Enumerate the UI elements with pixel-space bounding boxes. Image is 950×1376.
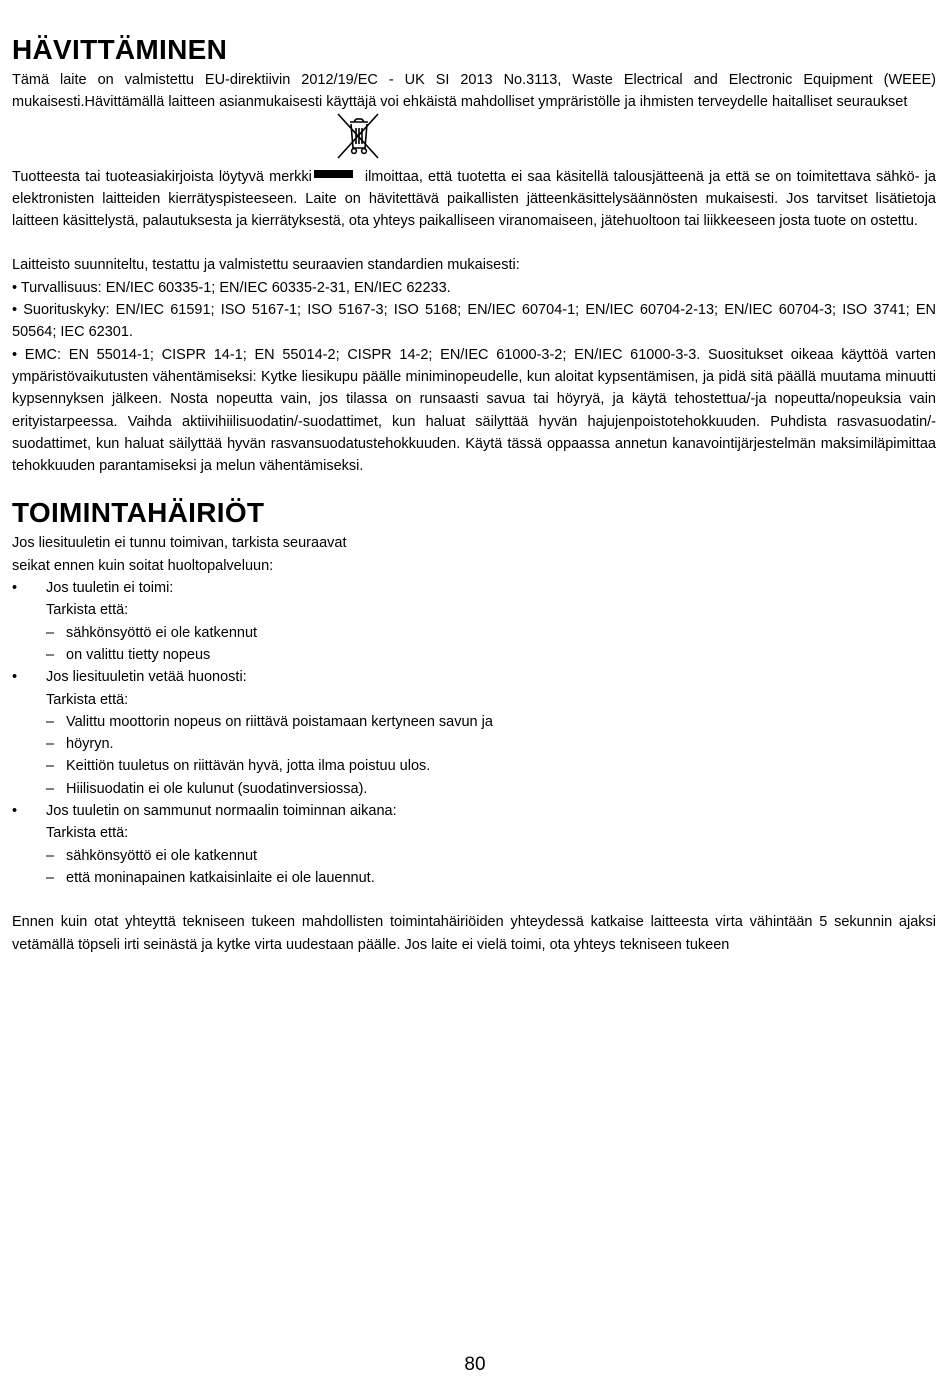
check-point-text: sähkönsyöttö ei ole katkennut [66,624,258,641]
dash-mark: – [46,736,55,753]
list-item-title: Jos tuuletin on sammunut normaalin toiminnan aikana: [46,803,397,820]
check-label: Tarkista että: [46,602,129,619]
dash-mark: – [46,624,55,641]
bullet-mark: • [12,580,18,597]
dash-mark: – [46,780,55,797]
mark-text-after: ilmoittaa, että tuotetta ei saa käsitellä talousjätteenä ja että se on toimitettava sähkö- ja elektronisten laitteiden kierrätyspisteeseen. Laite on hävitettävä paikallisten jätteenkäsittelysäännösten mukaisesti. Jos tarvitset lisätietoja laitteen käsittelystä, palautuksesta ja kierrätyksestä, ota yhteys paikalliseen viranomaiseen, jätehuoltoon tai liikkeeseen josta tuote on ostettu. [12,168,936,230]
list-item [12,577,936,599]
disposal-heading: HÄVITTÄMINEN [12,34,228,65]
troubleshooting-section [12,532,936,955]
dash-mark: – [46,646,55,663]
troubleshooting-list [12,577,936,889]
troubleshooting-intro-1: Jos liesituuletin ei tunnu toimivan, tarkista seuraavat [12,535,347,552]
standards-intro: Laitteisto suunniteltu, testattu ja valmistettu seuraavien standardien mukaisesti: [12,257,520,274]
dash-mark: – [46,869,55,886]
standards-safety: • Turvallisuus: EN/IEC 60335-1; EN/IEC 60335-2-31, EN/IEC 62233. [12,279,451,296]
check-point-text: Valittu moottorin nopeus on riittävä poistamaan kertyneen savun ja [66,713,493,730]
check-point-text: että moninapainen katkaisinlaite ei ole lauennut. [66,869,375,886]
list-item [12,666,936,688]
weee-symbol-row [12,114,936,166]
check-point [12,644,936,666]
troubleshooting-closing: Ennen kuin otat yhteyttä tekniseen tukeen mahdollisten toimintahäiriöiden yhteydessä katkaise laitteesta virta vähintään 5 sekunnin ajaksi vetämällä töpseli irti seinästä ja kytke virta uudestaan päälle. Jos laite ei vielä toimi, ota yhteys tekniseen tukeen [12,914,936,953]
check-point-text: Hiilisuodatin ei ole kulunut (suodatinversiossa). [66,780,368,797]
disposal-paragraph-2 [12,166,936,233]
disposal-paragraph-1: Tämä laite on valmistettu EU-direktiivin 2012/19/EC - UK SI 2013 No.3113, Waste Electrical and Electronic Equipment (WEEE) mukaisesti.Hävittämällä laitteen asianmukaisesti käyttäjä voi ehkäistä mahdolliset ympräristölle ja ihmisten terveydelle haitalliset seuraukset [12,72,936,111]
black-bar-mark [314,170,353,178]
check-point [12,733,936,755]
check-point [12,867,936,889]
dash-mark: – [46,758,55,775]
mark-text-before: Tuotteesta tai tuoteasiakirjoista löytyvä merkki [12,168,312,185]
check-point [12,778,936,800]
check-point-text: höyryn. [66,736,114,753]
check-label: Tarkista että: [46,825,129,842]
troubleshooting-intro-2: seikat ennen kuin soitat huoltopalveluun: [12,557,274,574]
crossed-out-wheelie-bin-icon [334,112,382,160]
standards-emc: • EMC: EN 55014-1; CISPR 14-1; EN 55014-2; CISPR 14-2; EN/IEC 61000-3-2; EN/IEC 61000-3-3. Suositukset oikeaa käyttöä varten ympäristövaikutusten vähentämiseksi: Kytke liesikupu päälle miniminopeudelle, kun aloitat kypsentämisen, ja pidä sitä päällä muutama minuutti kypsennyksen jälkeen. Nosta nopeutta vain, jos tilassa on runsaasti savua tai höyryä, ja käytä tehostettua/-ja nopeutta/nopeuksia vain erityistarpeessa. Vaihda aktiivihiilisuodatin/-suodattimet, kun haluat säilyttää hyvän hajujenpoistotehokkuuden. Puhdista rasvasuodatin/-suodattimet, kun haluat säilyttää hyvän rasvansuodatustehokkuuden. Käytä tässä oppaassa annetun kanavointijärjestelmän maksimiläpimittaa tehokkuuden parantamiseksi ja melun vähentämiseksi. [12,346,936,475]
bullet-mark: • [12,803,18,820]
page-content [12,34,936,956]
dash-mark: – [46,713,55,730]
dash-mark: – [46,847,55,864]
check-point [12,755,936,777]
troubleshooting-heading: TOIMINTAHÄIRIÖT [12,497,265,529]
check-point [12,622,936,644]
disposal-section [12,69,936,477]
list-item-title: Jos tuuletin ei toimi: [46,580,174,597]
list-item [12,800,936,822]
check-point-text: sähkönsyöttö ei ole katkennut [66,847,258,864]
check-point [12,845,936,867]
check-point [12,711,936,733]
bullet-mark: • [12,669,18,686]
page-number: 80 [464,1354,486,1375]
list-item-title: Jos liesituuletin vetää huonosti: [46,669,247,686]
standards-performance: • Suorituskyky: EN/IEC 61591; ISO 5167-1; ISO 5167-3; ISO 5168; EN/IEC 60704-1; EN/IEC 60704-2-13; EN/IEC 60704-3; ISO 3741; EN 50564; IEC 62301. [12,302,936,341]
check-point-text: Keittiön tuuletus on riittävän hyvä, jotta ilma poistuu ulos. [66,758,431,775]
check-label: Tarkista että: [46,691,129,708]
check-point-text: on valittu tietty nopeus [66,646,211,663]
